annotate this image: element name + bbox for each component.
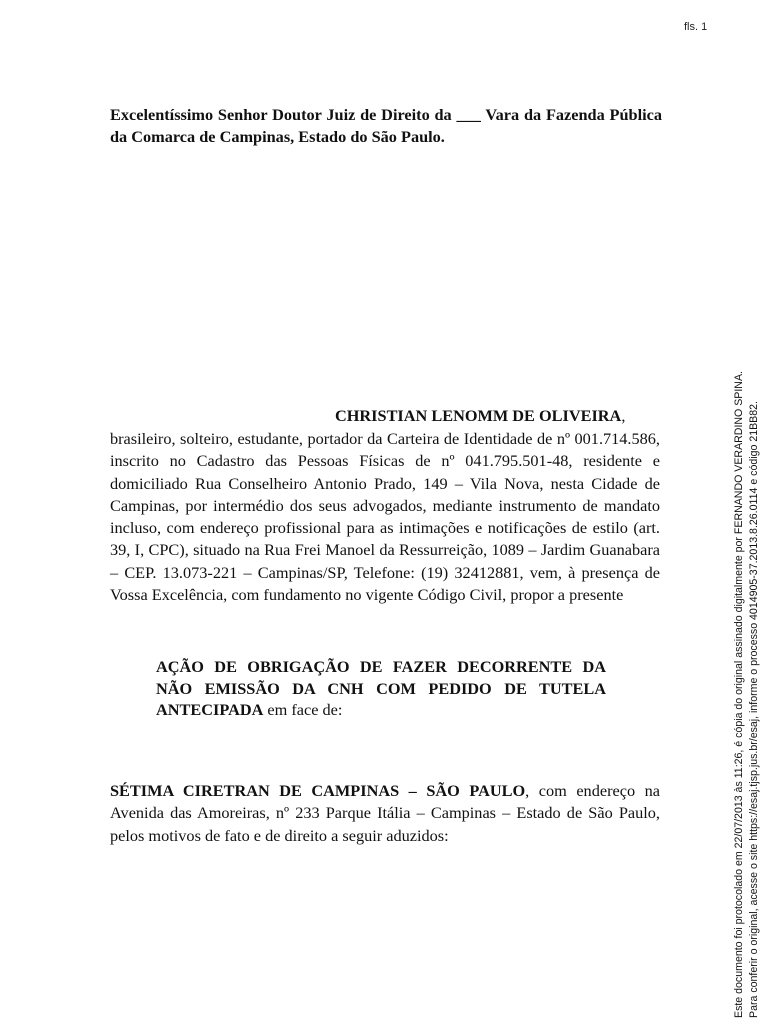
plaintiff-name-suffix: , [621, 406, 626, 425]
defendant-block [110, 780, 660, 847]
action-title-block [156, 656, 606, 721]
plaintiff-name-line [335, 405, 665, 427]
action-title-suffix: em face de: [263, 700, 343, 719]
plaintiff-qualification: brasileiro, solteiro, estudante, portador da Carteira de Identidade de nº 001.714.586, inscrito no Cadastro das Pessoas Físicas de nº 041.795.501-48, residente e domiciliado Rua Conselheiro Antonio Prado, 149 – Vila Nova, nesta Cidade de Campinas, por intermédio dos seus advogados, mediante instrumento de mandato incluso, com endereço profissional para as intimações e notificações de estilo (art. 39, I, CPC), situado na Rua Frei Manoel da Ressurreição, 1089 – Jardim Guanabara – CEP. 13.073-221 – Campinas/SP, Telefone: (19) 32412881, vem, à presença de Vossa Excelência, com fundamento no vigente Código Civil, propor a presente [110, 429, 660, 605]
page-number: fls. 1 [684, 21, 708, 33]
stamp-line-2: Para conferir o original, acesse o site https://esaj.tjsp.jus.br/esaj, informe o processo 4014905-37.2013.8.26.0114 e código 21BB82. [747, 401, 760, 1018]
stamp-line-1: Este documento foi protocolado em 22/07/2013 às 11:26, é cópia do original assinado digitalmente por FERNANDO VERARDINO SPINA. [733, 371, 745, 1018]
defendant-name: SÉTIMA CIRETRAN DE CAMPINAS – SÃO PAULO [110, 781, 526, 800]
defendant-details: , com endereço na Avenida das Amoreiras, nº 233 Parque Itália – Campinas – Estado de São Paulo, pelos motivos de fato e de direito a seguir aduzidos: [110, 781, 660, 845]
digital-signature-stamp [732, 338, 761, 1018]
action-title: AÇÃO DE OBRIGAÇÃO DE FAZER DECORRENTE DA NÃO EMISSÃO DA CNH COM PEDIDO DE TUTELA ANTECIPADA [156, 657, 606, 719]
plaintiff-name: CHRISTIAN LENOMM DE OLIVEIRA [335, 406, 622, 425]
salutation-heading: Excelentíssimo Senhor Doutor Juiz de Direito da ___ Vara da Fazenda Pública da Comarca de Campinas, Estado do São Paulo. [110, 105, 662, 146]
